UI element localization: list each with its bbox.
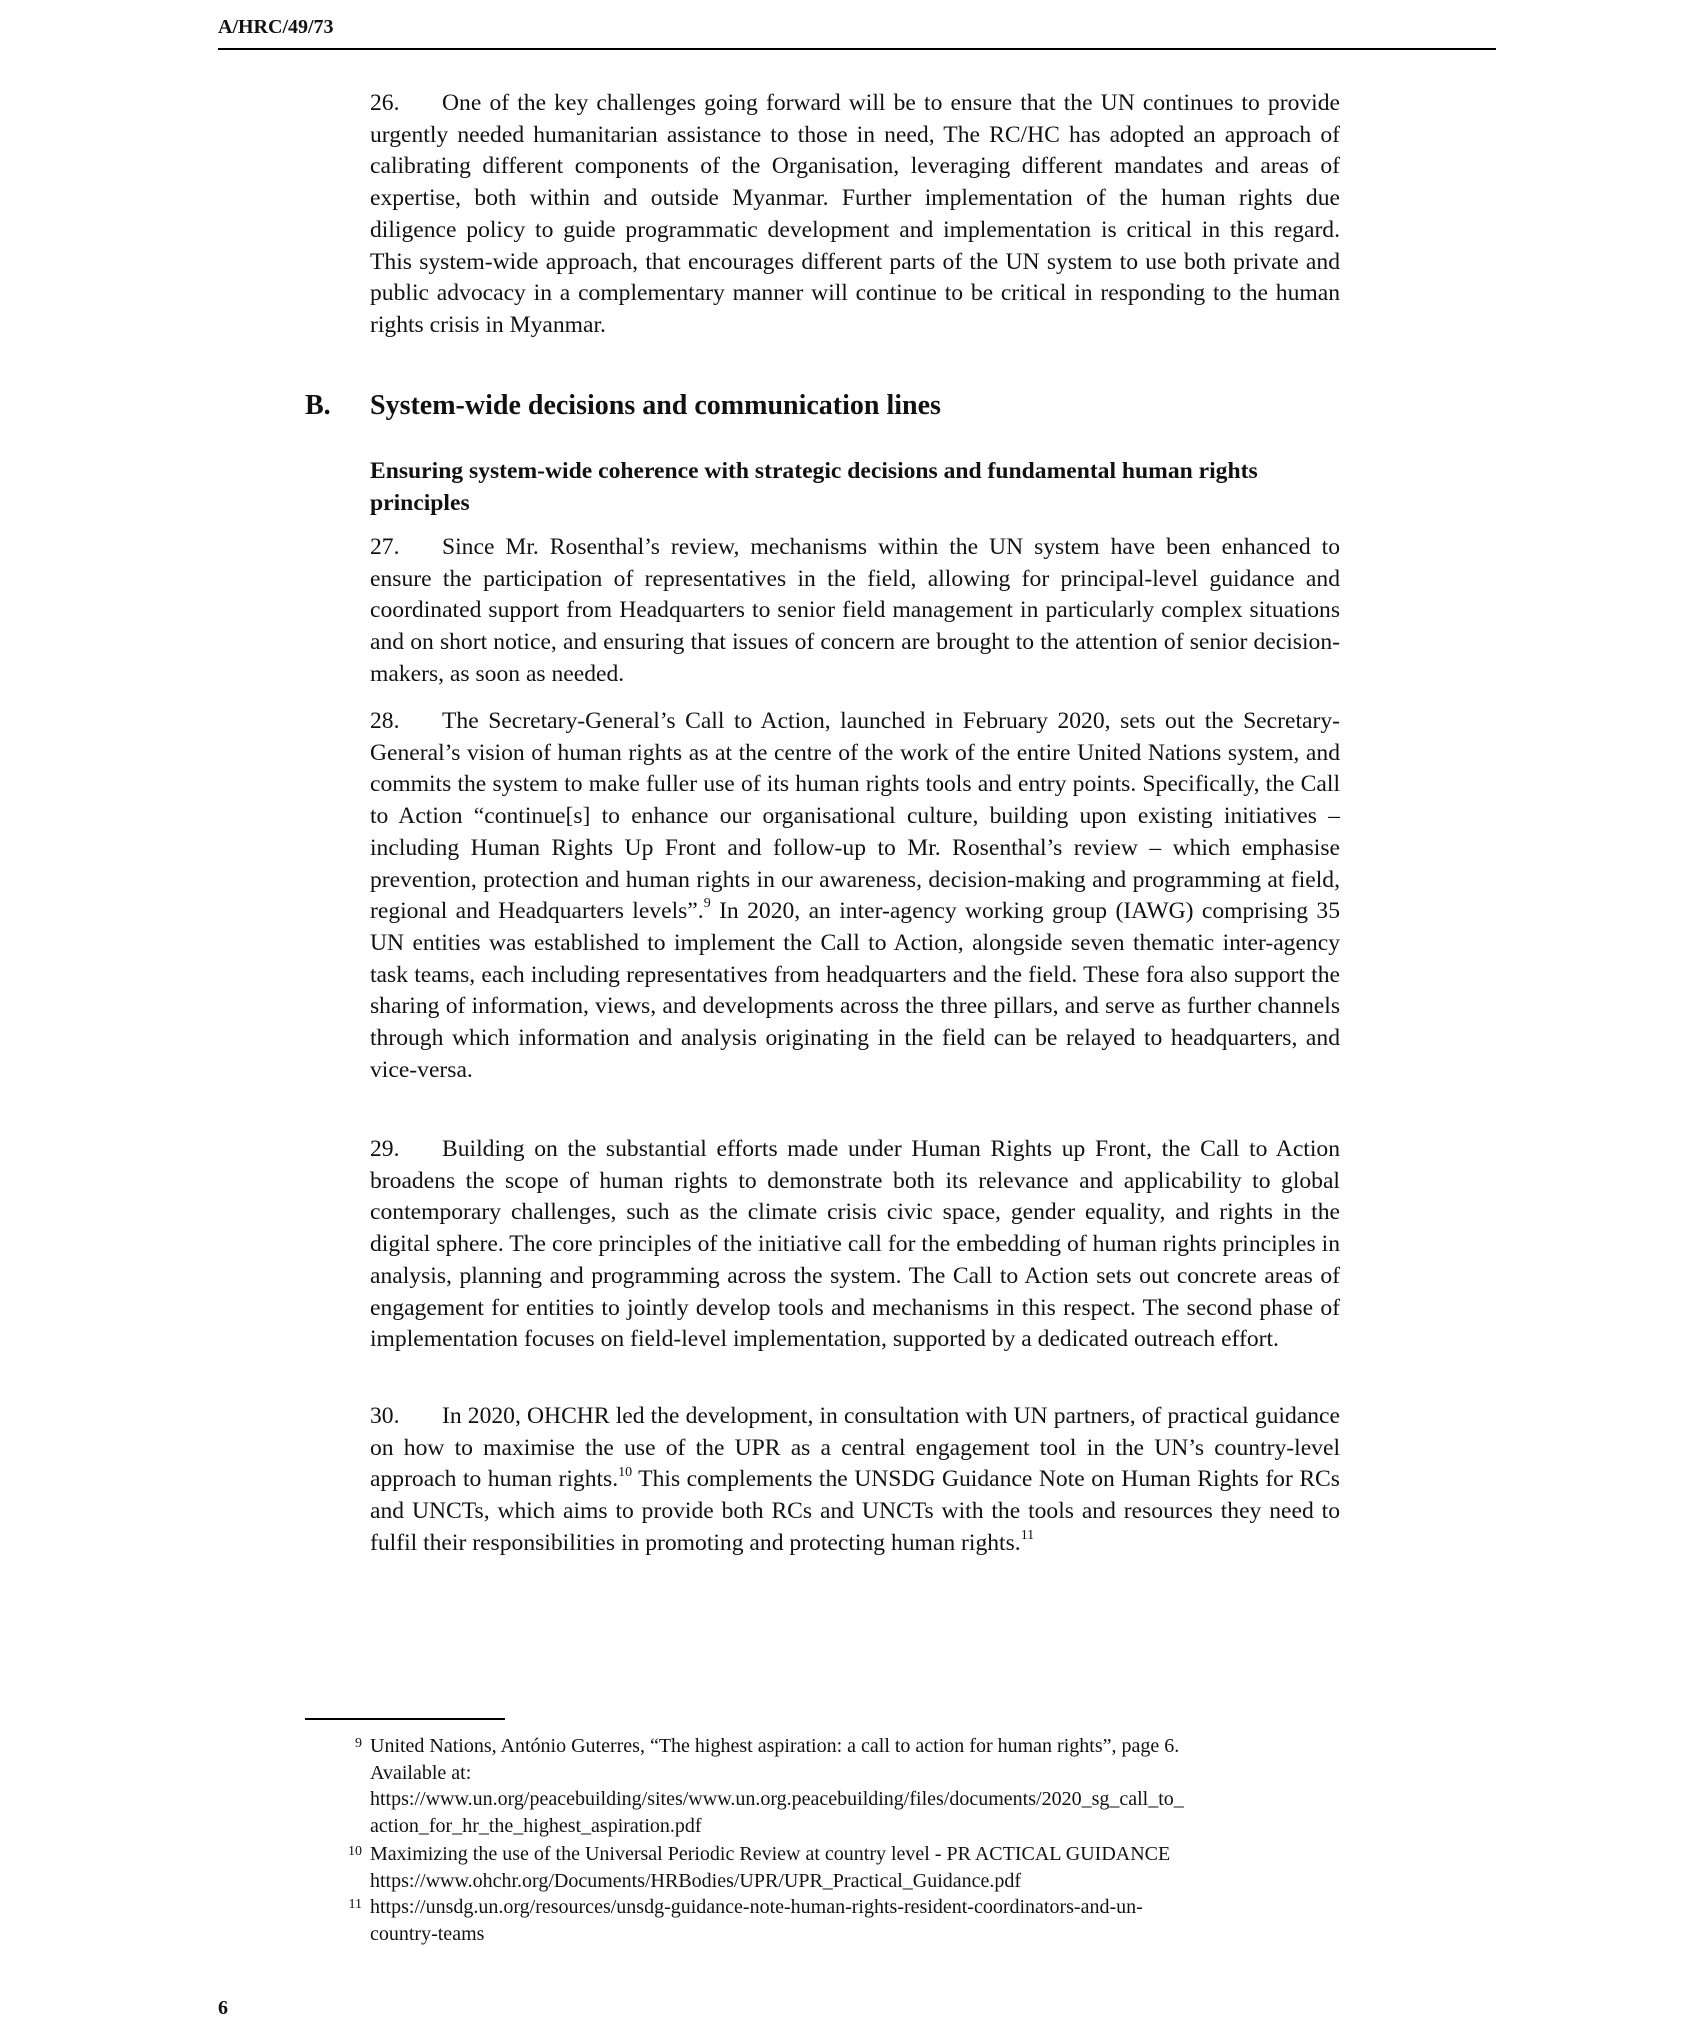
footnote-line: Maximizing the use of the Universal Periodic Review at country level - PR ACTICAL GUIDANCE — [370, 1843, 1171, 1865]
footnote-link[interactable]: https://www.un.org/peacebuilding/sites/www.un.org.peacebuilding/files/documents/2020_sg_call_to_ — [370, 1788, 1184, 1810]
paragraph-29 — [370, 1134, 1340, 1356]
paragraph-number: 28. — [370, 708, 400, 734]
footnote-link[interactable]: https://unsdg.un.org/resources/unsdg-guidance-note-human-rights-resident-coordinators-and-un- — [370, 1896, 1143, 1918]
footnote-11 — [348, 1894, 1350, 1947]
section-letter: B. — [305, 390, 331, 421]
page-number: 6 — [218, 1997, 228, 2019]
footnote-link[interactable]: action_for_hr_the_highest_aspiration.pdf — [370, 1814, 702, 1837]
footnote-link[interactable]: https://www.ohchr.org/Documents/HRBodies/UPR/UPR_Practical_Guidance.pdf — [370, 1869, 1022, 1892]
paragraph-26 — [370, 88, 1340, 342]
footnote-mark: 11 — [348, 1897, 362, 1912]
footnote-reference[interactable]: 10 — [618, 1464, 633, 1480]
paragraph-text-continued: This complements the UNSDG Guidance Note on Human Rights for RCs and UNCTs, which aims to provide both RCs and UNCTs with the tools and resources they need to fulfil their responsibilities in promoting and protecting human rights. — [370, 1466, 1340, 1556]
footnote-line: Available at: — [370, 1761, 472, 1784]
paragraph-30 — [370, 1401, 1340, 1560]
footnote-mark: 10 — [348, 1844, 362, 1859]
footnote-10 — [348, 1841, 1350, 1894]
paragraph-number: 29. — [370, 1136, 400, 1162]
paragraph-text: One of the key challenges going forward will be to ensure that the UN continues to provide urgently needed humanitarian assistance to those in need, The RC/HC has adopted an approach of calibrating different components of the Organisation, leveraging different mandates and areas of expertise, both within and outside Myanmar. Further implementation of the human rights due diligence policy to guide programmatic development and implementation is critical in this regard. This system-wide approach, that encourages different parts of the UN system to use both private and public advocacy in a complementary manner will continue to be critical in responding to the human rights crisis in Myanmar. — [370, 90, 1340, 338]
footnote-reference[interactable]: 9 — [703, 896, 711, 912]
footnote-reference[interactable]: 11 — [1020, 1527, 1035, 1543]
paragraph-27 — [370, 532, 1340, 691]
paragraph-number: 30. — [370, 1403, 400, 1429]
section-title: System-wide decisions and communication lines — [370, 390, 941, 421]
paragraph-28 — [370, 706, 1340, 1086]
paragraph-text: The Secretary-General’s Call to Action, launched in February 2020, sets out the Secretary-General’s vision of human rights as at the centre of the work of the entire United Nations system, and commits the system to make fuller use of its human rights tools and entry points. Specifically, the Call to Action “continue[s] to enhance our organisational culture, building upon existing initiatives – including Human Rights Up Front and follow-up to Mr. Rosenthal’s review – which emphasise prevention, protection and human rights in our awareness, decision-making and programming at field, regional and Headquarters levels”. — [370, 708, 1340, 925]
footnote-link[interactable]: country-teams — [370, 1922, 485, 1945]
paragraph-number: 27. — [370, 534, 400, 560]
paragraph-text: In 2020, OHCHR led the development, in consultation with UN partners, of practical guidance on how to maximise the use of the UPR as a central engagement tool in the UN’s country-level approach to human rights. — [370, 1403, 1340, 1493]
paragraph-text-continued: In 2020, an inter-agency working group (IAWG) comprising 35 UN entities was established to implement the Call to Action, alongside seven thematic inter-agency task teams, each including representatives from headquarters and the field. These fora also support the sharing of information, views, and developments across the three pillars, and serve as further channels through which information and analysis originating in the field can be relayed to headquarters, and vice-versa. — [370, 898, 1340, 1083]
paragraph-text: Since Mr. Rosenthal’s review, mechanisms within the UN system have been enhanced to ensure the participation of representatives in the field, allowing for principal-level guidance and coordinated support from Headquarters to senior field management in particularly complex situations and on short notice, and ensuring that issues of concern are brought to the attention of senior decision-makers, as soon as needed. — [370, 534, 1340, 687]
footnote-line: United Nations, António Guterres, “The highest aspiration: a call to action for human rights”, page 6. — [370, 1735, 1180, 1757]
footnote-mark: 9 — [355, 1736, 362, 1751]
paragraph-number: 26. — [370, 90, 400, 116]
document-symbol: A/HRC/49/73 — [218, 16, 334, 38]
footnote-9 — [355, 1733, 1350, 1839]
page-header — [218, 14, 1496, 50]
subheading: Ensuring system-wide coherence with strategic decisions and fundamental human rights principles — [370, 458, 1258, 516]
footnote-separator — [305, 1718, 505, 1720]
paragraph-text: Building on the substantial efforts made under Human Rights up Front, the Call to Action broadens the scope of human rights to demonstrate both its relevance and applicability to global contemporary challenges, such as the climate crisis civic space, gender equality, and rights in the digital sphere. The core principles of the initiative call for the embedding of human rights principles in analysis, planning and programming across the system. The Call to Action sets out concrete areas of engagement for entities to jointly develop tools and mechanisms in this respect. The second phase of implementation focuses on field-level implementation, supported by a dedicated outreach effort. — [370, 1136, 1340, 1353]
